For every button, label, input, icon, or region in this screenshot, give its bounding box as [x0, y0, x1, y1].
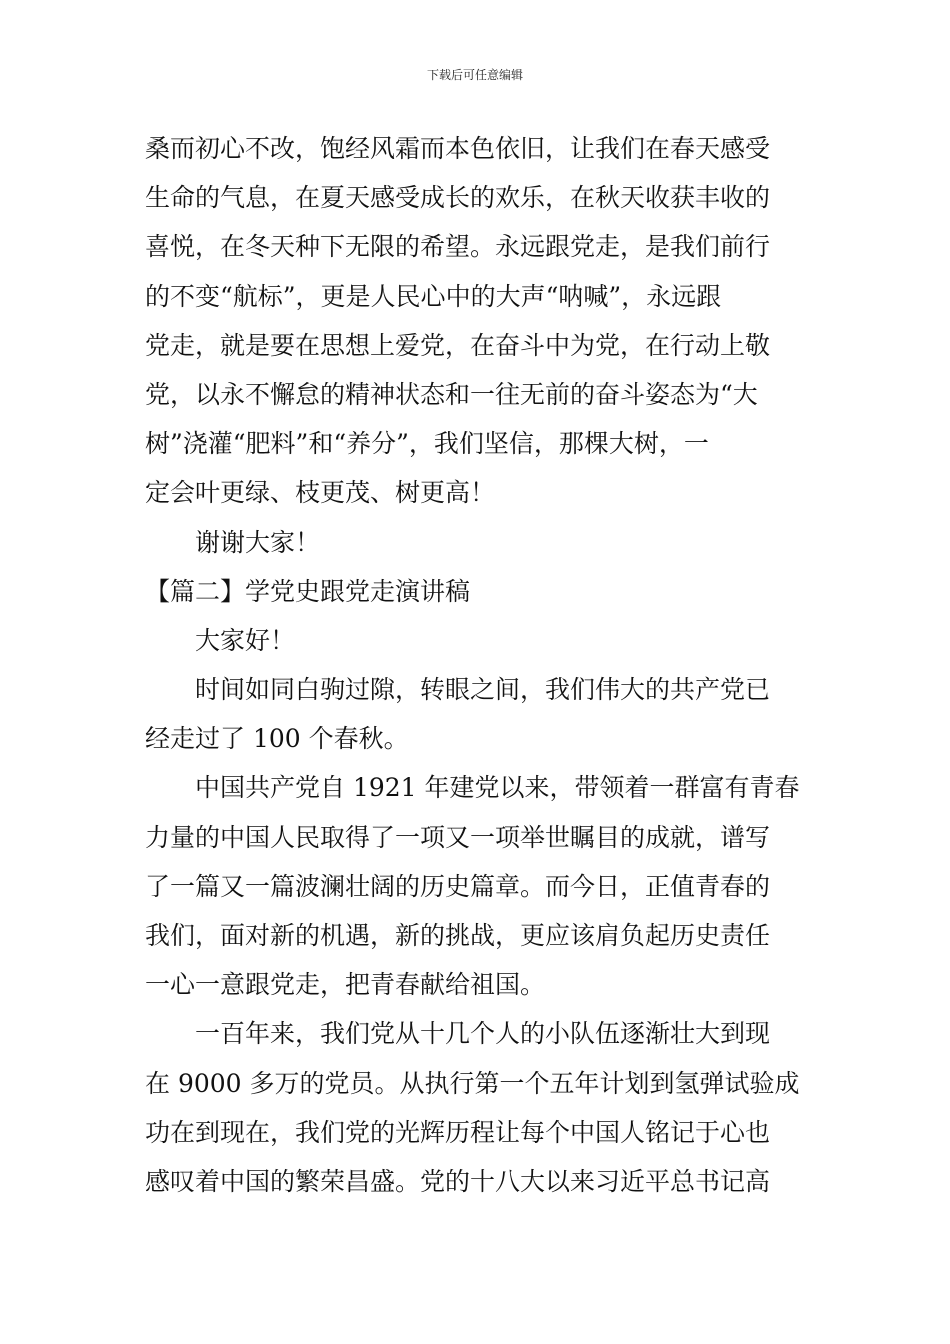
paragraph-line: 了一篇又一篇波澜壮阔的历史篇章。而今日，正值青春的 [145, 871, 771, 901]
paragraph-line: 力量的中国人民取得了一项又一项举世瞩目的成就，谱写 [145, 822, 771, 852]
paragraph-line: 中国共产党自 1921 年建党以来，带领着一群富有青春 [195, 773, 800, 803]
paragraph-line: 党走，就是要在思想上爱党，在奋斗中为党，在行动上敬 [145, 330, 771, 360]
paragraph-line: 生命的气息，在夏天感受成长的欢乐，在秋天收获丰收的 [145, 183, 771, 213]
paragraph-line: 的不变“航标”，更是人民心中的大声“呐喊”，永远跟 [145, 281, 722, 311]
paragraph-line: 经走过了 100 个春秋。 [145, 724, 409, 754]
section-heading: 【篇二】学党史跟党走演讲稿 [145, 576, 471, 606]
paragraph-line: 喜悦，在冬天种下无限的希望。永远跟党走，是我们前行 [145, 232, 771, 262]
paragraph-line: 定会叶更绿、枝更茂、树更高！ [145, 478, 496, 508]
paragraph-line: 在 9000 多万的党员。从执行第一个五年计划到氢弹试验成 [145, 1068, 800, 1098]
paragraph-line: 党，以永不懈怠的精神状态和一往无前的奋斗姿态为“大 [145, 379, 758, 409]
paragraph-line: 时间如同白驹过隙，转眼之间，我们伟大的共产党已 [195, 675, 771, 705]
paragraph-line: 功在到现在，我们党的光辉历程让每个中国人铭记于心也 [145, 1117, 771, 1147]
document-body [145, 124, 810, 1206]
paragraph-line: 一百年来，我们党从十几个人的小队伍逐渐壮大到现 [195, 1019, 771, 1049]
closing-line: 谢谢大家！ [195, 527, 321, 557]
paragraph-line: 一心一意跟党走，把青春献给祖国。 [145, 970, 546, 1000]
paragraph-line: 我们，面对新的机遇，新的挑战，更应该肩负起历史责任 [145, 921, 771, 950]
greeting-line: 大家好！ [195, 625, 296, 655]
page-header: 下载后可任意编辑 [426, 68, 523, 82]
paragraph-line: 桑而初心不改，饱经风霜而本色依旧，让我们在春天感受 [145, 134, 771, 163]
paragraph-line: 感叹着中国的繁荣昌盛。党的十八大以来习近平总书记高 [145, 1166, 771, 1196]
paragraph-line: 树”浇灌“肥料”和“养分”，我们坚信，那棵大树，一 [145, 429, 709, 459]
